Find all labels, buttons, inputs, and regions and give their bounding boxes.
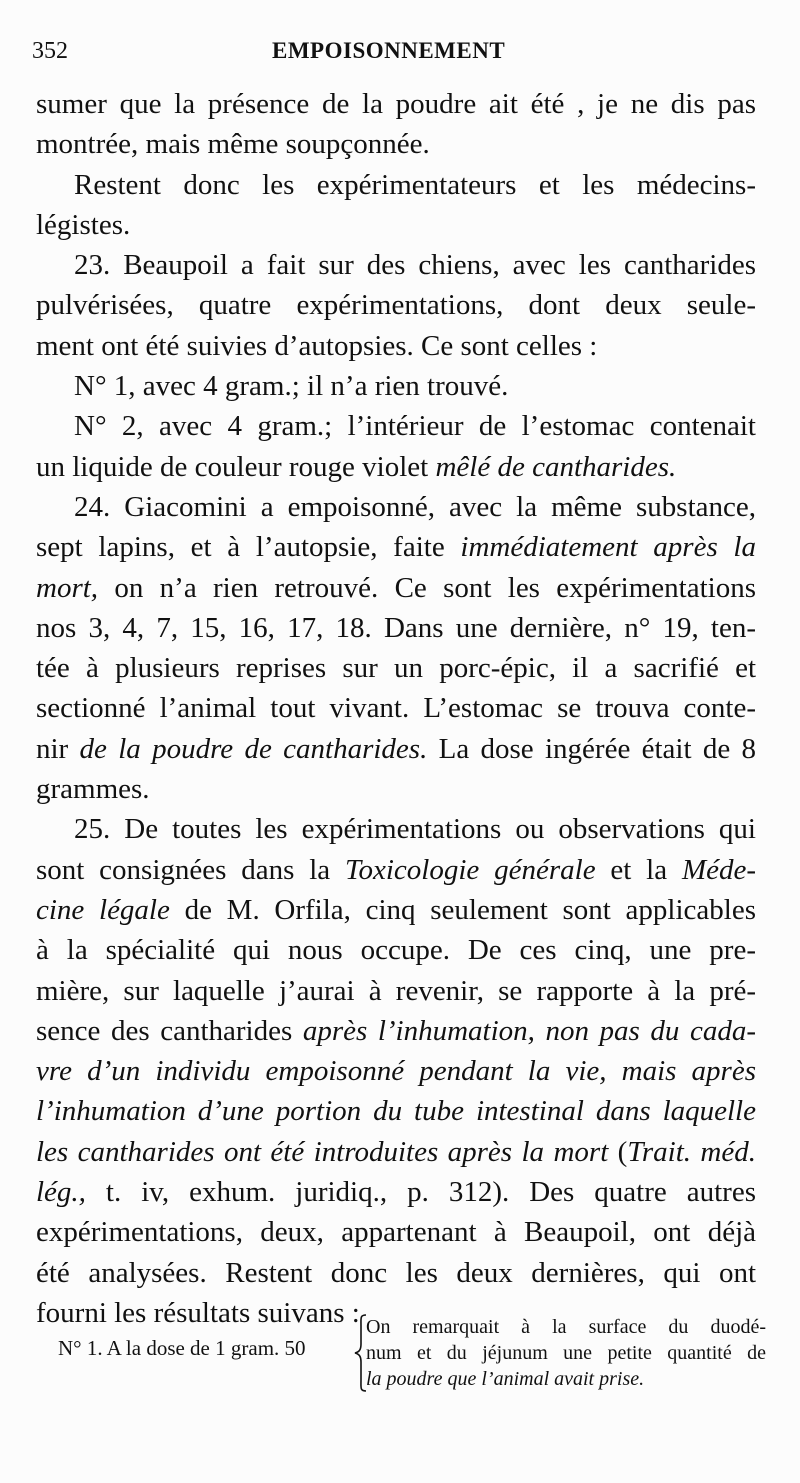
text-run: on n’a rien retrouvé. Ce sont les expérimentations bbox=[98, 571, 756, 604]
text-line: fourni les résultats suivans : bbox=[36, 1296, 360, 1329]
paragraph-25-start: 25. De toutes les expérimentations ou observations qui bbox=[74, 813, 756, 846]
experiment-2-line: N° 2, avec 4 gram.; l’intérieur de l’estomac contenait bbox=[74, 410, 756, 443]
result-line: la poudre que l’animal avait prise. bbox=[366, 1368, 645, 1390]
italic-run: cine légale bbox=[36, 893, 170, 926]
text-run: et la bbox=[595, 853, 682, 886]
text-run: ( bbox=[608, 1135, 628, 1168]
text-run: de M. Orfila, cinq seulement sont applicables bbox=[169, 893, 756, 926]
result-description bbox=[366, 1314, 766, 1392]
text-line: pulvérisées, quatre expérimentations, dont deux seule- bbox=[36, 289, 756, 322]
results-table bbox=[54, 1314, 774, 1414]
italic-run: les cantharides ont été introduites après la mort bbox=[36, 1135, 609, 1168]
italic-run: Trait. méd. bbox=[627, 1135, 756, 1168]
text-line bbox=[36, 890, 756, 930]
text-line: ment ont été suivies d’autopsies. Ce sont celles : bbox=[36, 329, 598, 362]
result-label: N° 1. A la dose de 1 gram. 50 bbox=[58, 1336, 306, 1360]
text-line bbox=[36, 568, 756, 608]
text-run: nir bbox=[36, 732, 80, 765]
text-line bbox=[36, 1132, 756, 1172]
italic-run: mort, bbox=[36, 571, 99, 604]
text-line: expérimentations, deux, appartenant à Beaupoil, ont déjà bbox=[36, 1216, 756, 1249]
italic-run: immédiatement après la bbox=[460, 531, 756, 564]
italic-run: Méde- bbox=[681, 853, 756, 886]
italic-run: Toxicologie générale bbox=[345, 853, 596, 886]
text-line bbox=[36, 527, 756, 567]
italic-run: lég., bbox=[36, 1176, 86, 1209]
text-run: La dose ingérée était de 8 bbox=[427, 732, 756, 765]
text-line bbox=[36, 447, 756, 487]
italic-run: après l’inhumation, non pas du cada- bbox=[302, 1014, 756, 1047]
text-line bbox=[36, 1011, 756, 1051]
text-line bbox=[36, 1051, 756, 1091]
italic-run: vre d’un individu empoisonné pendant la vie, mais après bbox=[36, 1055, 756, 1088]
italic-run: mêlé de cantharides. bbox=[435, 450, 677, 483]
text-line bbox=[36, 1091, 756, 1131]
text-line: mière, sur laquelle j’aurai à revenir, se rapporte à la pré- bbox=[36, 974, 756, 1007]
page-number: 352 bbox=[32, 38, 68, 64]
text-line: tée à plusieurs reprises sur un porc-épic, il a sacrifié et bbox=[36, 652, 756, 685]
text-line: grammes. bbox=[36, 773, 150, 806]
italic-run: de la poudre de cantharides. bbox=[79, 732, 428, 765]
page-header bbox=[32, 38, 740, 78]
text-run: sence des cantharides bbox=[36, 1014, 303, 1047]
text-line: nos 3, 4, 7, 15, 16, 17, 18. Dans une dernière, n° 19, ten- bbox=[36, 611, 756, 644]
text-line: montrée, mais même soupçonnée. bbox=[36, 128, 430, 161]
text-run: un liquide de couleur rouge violet bbox=[36, 450, 436, 483]
experiment-1-line: N° 1, avec 4 gram.; il n’a rien trouvé. bbox=[74, 370, 509, 403]
running-head: EMPOISONNEMENT bbox=[272, 38, 506, 63]
text-line: légistes. bbox=[36, 208, 131, 241]
text-line: à la spécialité qui nous occupe. De ces cinq, une pre- bbox=[36, 934, 756, 967]
text-line bbox=[36, 850, 756, 890]
body-text bbox=[36, 84, 756, 1333]
text-run: sept lapins, et à l’autopsie, faite bbox=[36, 531, 461, 564]
text-line bbox=[36, 729, 756, 769]
text-line bbox=[36, 1172, 756, 1212]
text-run: sont consignées dans la bbox=[36, 853, 346, 886]
text-line: Restent donc les expérimentateurs et les médecins- bbox=[74, 168, 756, 201]
text-line: été analysées. Restent donc les deux dernières, qui ont bbox=[36, 1256, 756, 1289]
result-line: On remarquait à la surface du duodé- bbox=[366, 1316, 766, 1338]
result-line: num et du jéjunum une petite quantité de bbox=[366, 1342, 766, 1364]
text-line: sectionné l’animal tout vivant. L’estomac se trouva conte- bbox=[36, 692, 756, 725]
text-line: sumer que la présence de la poudre ait été , je ne dis pas bbox=[36, 88, 756, 120]
italic-run: l’inhumation d’une portion du tube intestinal dans laquelle bbox=[36, 1095, 756, 1128]
text-run: t. iv, exhum. juridiq., p. 312). Des quatre autres bbox=[85, 1176, 756, 1209]
paragraph-23-start: 23. Beaupoil a fait sur des chiens, avec les cantharides bbox=[74, 249, 756, 282]
paragraph-24-start: 24. Giacomini a empoisonné, avec la même substance, bbox=[74, 490, 756, 523]
